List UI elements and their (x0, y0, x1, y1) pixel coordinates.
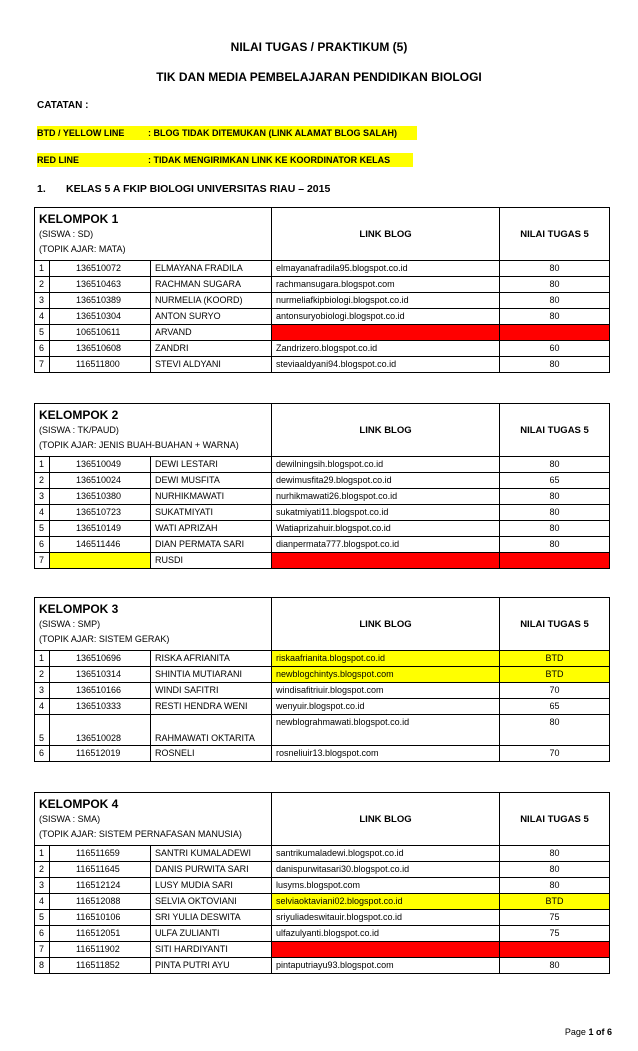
cell-nama: LUSY MUDIA SARI (151, 878, 272, 894)
legend-desc: : TIDAK MENGIRIMKAN LINK KE KOORDINATOR KELAS (148, 155, 391, 165)
cell-no: 7 (35, 553, 50, 569)
group-header-row (35, 404, 610, 457)
cell-nilai: 80 (500, 846, 610, 862)
column-header-link: LINK BLOG (272, 208, 500, 261)
table-row (35, 667, 610, 683)
cell-link: nurmeliafkipbiologi.blogspot.co.id (272, 293, 500, 309)
group-siswa: (SISWA : SMA) (39, 814, 101, 824)
cell-nim: 116511902 (50, 942, 151, 958)
group-name: KELOMPOK 1 (39, 212, 119, 226)
document-subtitle: TIK DAN MEDIA PEMBELAJARAN PENDIDIKAN BIOLOGI (156, 70, 482, 84)
cell-nama: DIAN PERMATA SARI (151, 537, 272, 553)
cell-link: wenyuir.blogspot.co.id (272, 699, 500, 715)
cell-nilai: 80 (500, 862, 610, 878)
cell-nim: 136510314 (50, 667, 151, 683)
cell-no: 7 (35, 357, 50, 373)
group-table (34, 792, 610, 974)
cell-nilai: 80 (500, 715, 610, 746)
cell-no: 2 (35, 277, 50, 293)
table-row (35, 878, 610, 894)
cell-nim: 136510608 (50, 341, 151, 357)
cell-nim: 116512124 (50, 878, 151, 894)
section-number: 1. (37, 183, 46, 195)
legend-red-line (37, 153, 413, 167)
cell-nim: 116511659 (50, 846, 151, 862)
cell-link: sriyuliadeswitauir.blogspot.co.id (272, 910, 500, 926)
cell-nilai (500, 942, 610, 958)
cell-nim: 116511800 (50, 357, 151, 373)
cell-nama: ZANDRI (151, 341, 272, 357)
table-row (35, 683, 610, 699)
cell-nim: 136510049 (50, 457, 151, 473)
cell-nama: DEWI MUSFITA (151, 473, 272, 489)
cell-nilai: BTD (500, 651, 610, 667)
cell-nilai: 80 (500, 293, 610, 309)
cell-nama: ROSNELI (151, 746, 272, 762)
cell-nama: SELVIA OKTOVIANI (151, 894, 272, 910)
table-row (35, 926, 610, 942)
cell-nama: WINDI SAFITRI (151, 683, 272, 699)
column-header-nilai: NILAI TUGAS 5 (500, 404, 610, 457)
cell-no: 5 (35, 715, 50, 746)
cell-nilai: 80 (500, 505, 610, 521)
cell-nim: 116511645 (50, 862, 151, 878)
group-header-row (35, 598, 610, 651)
cell-nama: NURMELIA (KOORD) (151, 293, 272, 309)
cell-nilai: 80 (500, 537, 610, 553)
cell-nim: 116511852 (50, 958, 151, 974)
cell-nama: SITI HARDIYANTI (151, 942, 272, 958)
cell-no: 1 (35, 261, 50, 277)
cell-no: 4 (35, 894, 50, 910)
cell-nilai: 65 (500, 699, 610, 715)
cell-nilai: 80 (500, 878, 610, 894)
cell-no: 6 (35, 746, 50, 762)
cell-nama: SANTRI KUMALADEWI (151, 846, 272, 862)
group-header (35, 404, 272, 457)
cell-nim: 136510333 (50, 699, 151, 715)
cell-link: ulfazulyanti.blogspot.co.id (272, 926, 500, 942)
cell-no: 7 (35, 942, 50, 958)
cell-nim: 136510304 (50, 309, 151, 325)
group-topik: (TOPIK AJAR: SISTEM PERNAFASAN MANUSIA) (39, 829, 242, 839)
cell-nilai: 70 (500, 746, 610, 762)
legend-code: BTD / YELLOW LINE (37, 128, 125, 138)
group-name: KELOMPOK 2 (39, 408, 119, 422)
cell-no: 4 (35, 699, 50, 715)
table-row (35, 862, 610, 878)
cell-nama: PINTA PUTRI AYU (151, 958, 272, 974)
cell-no: 5 (35, 521, 50, 537)
group-table (34, 403, 610, 569)
cell-link (272, 325, 500, 341)
cell-link: lusyms.blogspot.com (272, 878, 500, 894)
cell-no: 6 (35, 537, 50, 553)
cell-nama: ANTON SURYO (151, 309, 272, 325)
cell-link: nurhikmawati26.blogspot.co.id (272, 489, 500, 505)
cell-nilai: 80 (500, 489, 610, 505)
cell-link: steviaaldyani94.blogspot.co.id (272, 357, 500, 373)
group-table (34, 597, 610, 762)
cell-no: 6 (35, 926, 50, 942)
cell-nilai (500, 553, 610, 569)
table-row (35, 325, 610, 341)
cell-nilai: 80 (500, 521, 610, 537)
footer-page-label: Page (564, 1027, 586, 1037)
cell-link: elmayanafradila95.blogspot.co.id (272, 261, 500, 277)
cell-nim: 116512088 (50, 894, 151, 910)
cell-nim: 136510723 (50, 505, 151, 521)
column-header-link: LINK BLOG (272, 598, 500, 651)
cell-link: rosneliuir13.blogspot.com (272, 746, 500, 762)
cell-nama: RESTI HENDRA WENI (151, 699, 272, 715)
cell-nim: 116510106 (50, 910, 151, 926)
cell-nama: ULFA ZULIANTI (151, 926, 272, 942)
cell-no: 2 (35, 862, 50, 878)
column-header-link: LINK BLOG (272, 793, 500, 846)
group-header-row (35, 793, 610, 846)
cell-nilai: 70 (500, 683, 610, 699)
cell-no: 2 (35, 473, 50, 489)
cell-no: 3 (35, 683, 50, 699)
cell-link: windisafitriuir.blogspot.com (272, 683, 500, 699)
cell-link: dewilningsih.blogspot.co.id (272, 457, 500, 473)
cell-nilai: 80 (500, 277, 610, 293)
cell-link: dewimusfita29.blogspot.co.id (272, 473, 500, 489)
table-row (35, 846, 610, 862)
table-row (35, 942, 610, 958)
cell-link: antonsuryobiologi.blogspot.co.id (272, 309, 500, 325)
cell-link: riskaafrianita.blogspot.co.id (272, 651, 500, 667)
footer-of: of (595, 1027, 605, 1037)
table-row (35, 293, 610, 309)
table-row (35, 505, 610, 521)
cell-nama: RAHMAWATI OKTARITA (151, 715, 272, 746)
cell-nim: 116512051 (50, 926, 151, 942)
cell-link: dianpermata777.blogspot.co.id (272, 537, 500, 553)
column-header-nilai: NILAI TUGAS 5 (500, 208, 610, 261)
table-row (35, 489, 610, 505)
group-siswa: (SISWA : TK/PAUD) (39, 425, 119, 435)
column-header-nilai: NILAI TUGAS 5 (500, 793, 610, 846)
cell-nilai (500, 325, 610, 341)
cell-nim: 146511446 (50, 537, 151, 553)
cell-nilai: 75 (500, 910, 610, 926)
cell-link (272, 942, 500, 958)
cell-no: 3 (35, 293, 50, 309)
cell-nilai: 80 (500, 357, 610, 373)
cell-link: newblogchintys.blogspot.com (272, 667, 500, 683)
cell-no: 3 (35, 878, 50, 894)
table-row (35, 699, 610, 715)
cell-nama: SRI YULIA DESWITA (151, 910, 272, 926)
cell-nama: RISKA AFRIANITA (151, 651, 272, 667)
cell-nama: SHINTIA MUTIARANI (151, 667, 272, 683)
cell-link: newblograhmawati.blogspot.co.id (272, 715, 500, 746)
group-topik: (TOPIK AJAR: JENIS BUAH-BUAHAN + WARNA) (39, 440, 239, 450)
cell-no: 3 (35, 489, 50, 505)
cell-link: danispurwitasari30.blogspot.co.id (272, 862, 500, 878)
cell-nim: 136510028 (50, 715, 151, 746)
table-row (35, 457, 610, 473)
table-row (35, 357, 610, 373)
cell-link: pintaputriayu93.blogspot.com (272, 958, 500, 974)
cell-no: 4 (35, 505, 50, 521)
cell-link: Watiaprizahuir.blogspot.co.id (272, 521, 500, 537)
cell-nilai: BTD (500, 894, 610, 910)
catatan-label: CATATAN : (37, 100, 89, 111)
group-header (35, 793, 272, 846)
column-header-link: LINK BLOG (272, 404, 500, 457)
legend-yellow-line (37, 126, 417, 140)
group-header (35, 598, 272, 651)
cell-nim: 136510149 (50, 521, 151, 537)
cell-no: 6 (35, 341, 50, 357)
group-siswa: (SISWA : SMP) (39, 619, 101, 629)
cell-nilai: 75 (500, 926, 610, 942)
cell-nilai: 60 (500, 341, 610, 357)
cell-link: rachmansugara.blogspot.com (272, 277, 500, 293)
table-row (35, 341, 610, 357)
cell-link: selviaoktaviani02.blogspot.co.id (272, 894, 500, 910)
group-table (34, 207, 610, 373)
cell-nilai: BTD (500, 667, 610, 683)
cell-link: Zandrizero.blogspot.co.id (272, 341, 500, 357)
table-row (35, 910, 610, 926)
cell-nama: RACHMAN SUGARA (151, 277, 272, 293)
table-row (35, 537, 610, 553)
legend-code: RED LINE (37, 155, 80, 165)
table-row (35, 553, 610, 569)
table-row (35, 746, 610, 762)
cell-nama: ELMAYANA FRADILA (151, 261, 272, 277)
column-header-nilai: NILAI TUGAS 5 (500, 598, 610, 651)
group-name: KELOMPOK 3 (39, 602, 119, 616)
table-row (35, 651, 610, 667)
cell-nama: RUSDI (151, 553, 272, 569)
cell-nama: WATI APRIZAH (151, 521, 272, 537)
cell-no: 2 (35, 667, 50, 683)
cell-nama: ARVAND (151, 325, 272, 341)
legend-desc: : BLOG TIDAK DITEMUKAN (LINK ALAMAT BLOG SALAH) (148, 128, 397, 138)
cell-nim: 136510389 (50, 293, 151, 309)
group-topik: (TOPIK AJAR: SISTEM GERAK) (39, 634, 170, 644)
cell-nim: 136510696 (50, 651, 151, 667)
cell-nama: STEVI ALDYANI (151, 357, 272, 373)
footer-page-total: 6 (606, 1027, 612, 1037)
table-row (35, 715, 610, 746)
table-row (35, 277, 610, 293)
table-row (35, 894, 610, 910)
cell-nim: 116512019 (50, 746, 151, 762)
cell-nilai: 80 (500, 261, 610, 277)
page-footer (565, 1027, 612, 1037)
cell-nama: DANIS PURWITA SARI (151, 862, 272, 878)
cell-nama: NURHIKMAWATI (151, 489, 272, 505)
cell-nim: 136510463 (50, 277, 151, 293)
cell-nim: 106510611 (50, 325, 151, 341)
cell-nim (50, 553, 151, 569)
group-topik: (TOPIK AJAR: MATA) (39, 244, 126, 254)
section-title: KELAS 5 A FKIP BIOLOGI UNIVERSITAS RIAU – 2015 (66, 183, 331, 195)
footer-page-number: 1 (588, 1027, 594, 1037)
cell-link (272, 553, 500, 569)
cell-nama: SUKATMIYATI (151, 505, 272, 521)
cell-no: 1 (35, 651, 50, 667)
cell-nim: 136510380 (50, 489, 151, 505)
cell-no: 1 (35, 846, 50, 862)
cell-nilai: 80 (500, 958, 610, 974)
table-row (35, 473, 610, 489)
group-name: KELOMPOK 4 (39, 797, 119, 811)
cell-no: 5 (35, 910, 50, 926)
cell-nilai: 65 (500, 473, 610, 489)
cell-link: sukatmiyati11.blogspot.co.id (272, 505, 500, 521)
table-row (35, 309, 610, 325)
cell-link: santrikumaladewi.blogspot.co.id (272, 846, 500, 862)
table-row (35, 261, 610, 277)
cell-no: 1 (35, 457, 50, 473)
cell-no: 8 (35, 958, 50, 974)
cell-nim: 136510166 (50, 683, 151, 699)
cell-nilai: 80 (500, 309, 610, 325)
group-siswa: (SISWA : SD) (39, 229, 94, 239)
table-row (35, 958, 610, 974)
cell-nilai: 80 (500, 457, 610, 473)
table-row (35, 521, 610, 537)
cell-no: 4 (35, 309, 50, 325)
document-title: NILAI TUGAS / PRAKTIKUM (5) (230, 40, 408, 54)
cell-nama: DEWI LESTARI (151, 457, 272, 473)
cell-nim: 136510024 (50, 473, 151, 489)
group-header (35, 208, 272, 261)
group-header-row (35, 208, 610, 261)
cell-no: 5 (35, 325, 50, 341)
cell-nim: 136510072 (50, 261, 151, 277)
